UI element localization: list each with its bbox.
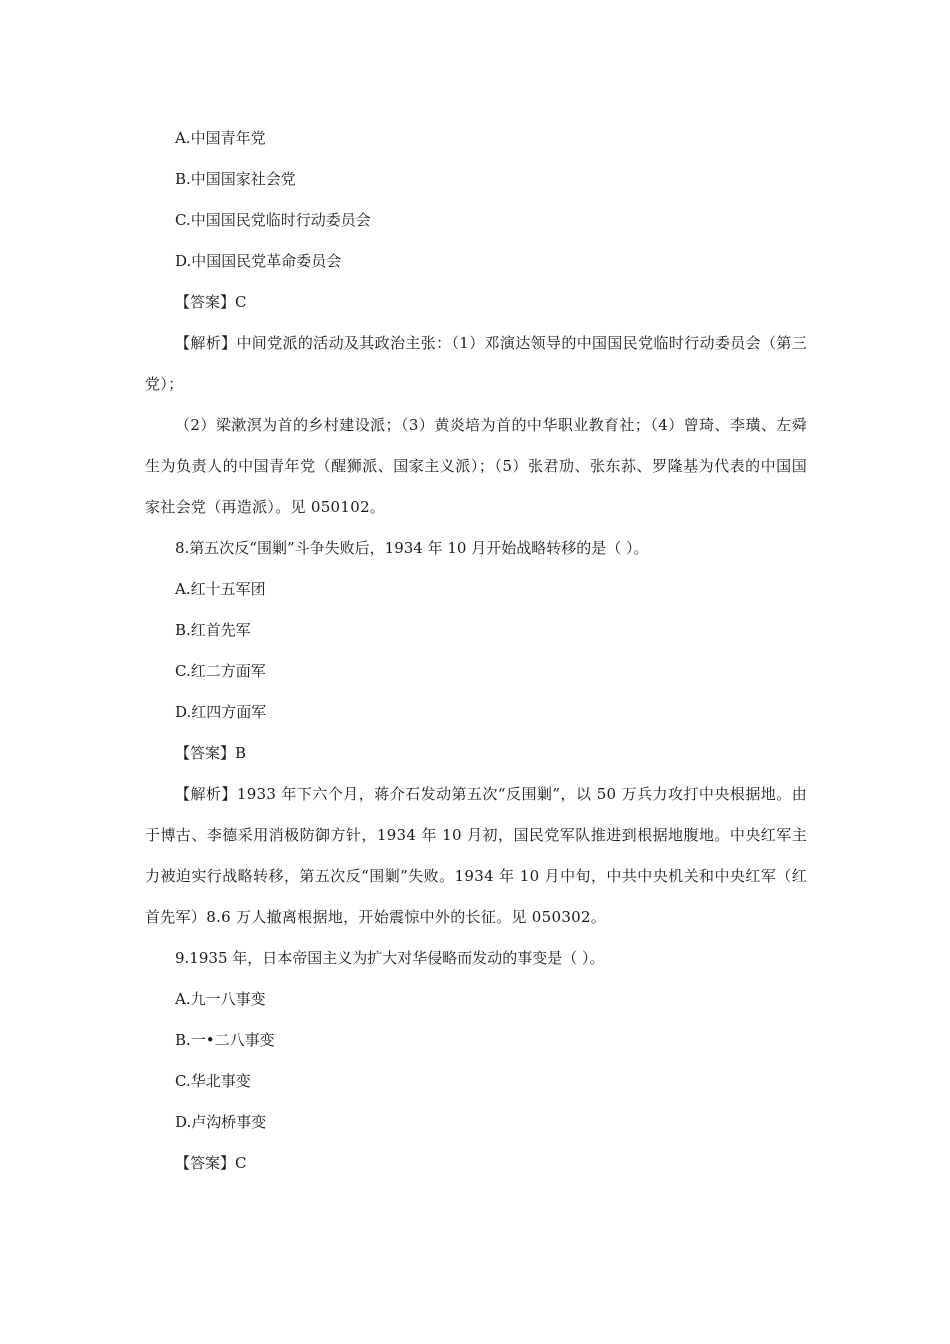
q9-answer-value: C (235, 1154, 247, 1172)
q8-option-d: D.红四方面军 (175, 703, 267, 721)
q7-option-b: B.中国国家社会党 (175, 170, 296, 188)
q8-question: 8.第五次反“围剿”斗争失败后，1934 年 10 月开始战略转移的是（ ）。 (175, 539, 649, 557)
q8-option-b: B.红首先军 (175, 621, 251, 639)
q7-answer-label: 【答案】 (175, 293, 236, 311)
q7-answer (145, 282, 807, 323)
q7-option-c: C.中国国民党临时行动委员会 (175, 211, 371, 229)
q9-option-d: D.卢沟桥事变 (175, 1113, 267, 1131)
q9-option-c: C.华北事变 (175, 1072, 251, 1090)
q8-answer-value: B (235, 744, 247, 762)
q8-answer (145, 733, 807, 774)
q7-answer-value: C (235, 293, 247, 311)
q9-option-b: B.一•二八事变 (175, 1031, 275, 1049)
q8-answer-label: 【答案】 (175, 744, 236, 762)
q7-analysis-text-1: 中间党派的活动及其政治主张：（1）邓演达领导的中国国民党临时行动委员会（第三党）； (145, 334, 807, 393)
q9-answer-label: 【答案】 (175, 1154, 236, 1172)
q8-option-c: C.红二方面军 (175, 662, 266, 680)
q7-option-d: D.中国国民党革命委员会 (175, 252, 342, 270)
q8-analysis (145, 774, 807, 938)
q9-answer (145, 1143, 807, 1184)
q9-question: 9.1935 年，日本帝国主义为扩大对华侵略而发动的事变是（ ）。 (175, 949, 605, 967)
q8-analysis-label: 【解析】 (175, 785, 237, 803)
q7-analysis-p2: （2）梁漱溟为首的乡村建设派；（3）黄炎培为首的中华职业教育社；（4）曾琦、李璜、左舜生为负责人的中国青年党（醒狮派、国家主义派）；（5）张君劢、张东荪、罗隆基为代表的中国国家社会党（再造派）。见 050102。 (145, 416, 807, 516)
q9-option-a: A.九一八事变 (175, 990, 266, 1008)
document-page (145, 118, 807, 1184)
q8-analysis-text: 1933 年下六个月，蒋介石发动第五次“反围剿”，以 50 万兵力攻打中央根据地。由于博古、李德采用消极防御方针，1934 年 10 月初，国民党军队推进到根据地腹地。中央红军主力被迫实行战略转移，第五次反“围剿”失败。1934 年 10 月中旬，中共中央机关和中央红军（红首先军）8.6 万人撤离根据地，开始震惊中外的长征。见 050302。 (145, 785, 808, 926)
q7-analysis-label: 【解析】 (175, 334, 237, 352)
q8-option-a: A.红十五军团 (175, 580, 266, 598)
q7-analysis-p1 (145, 323, 807, 405)
q7-option-a: A.中国青年党 (175, 129, 266, 147)
